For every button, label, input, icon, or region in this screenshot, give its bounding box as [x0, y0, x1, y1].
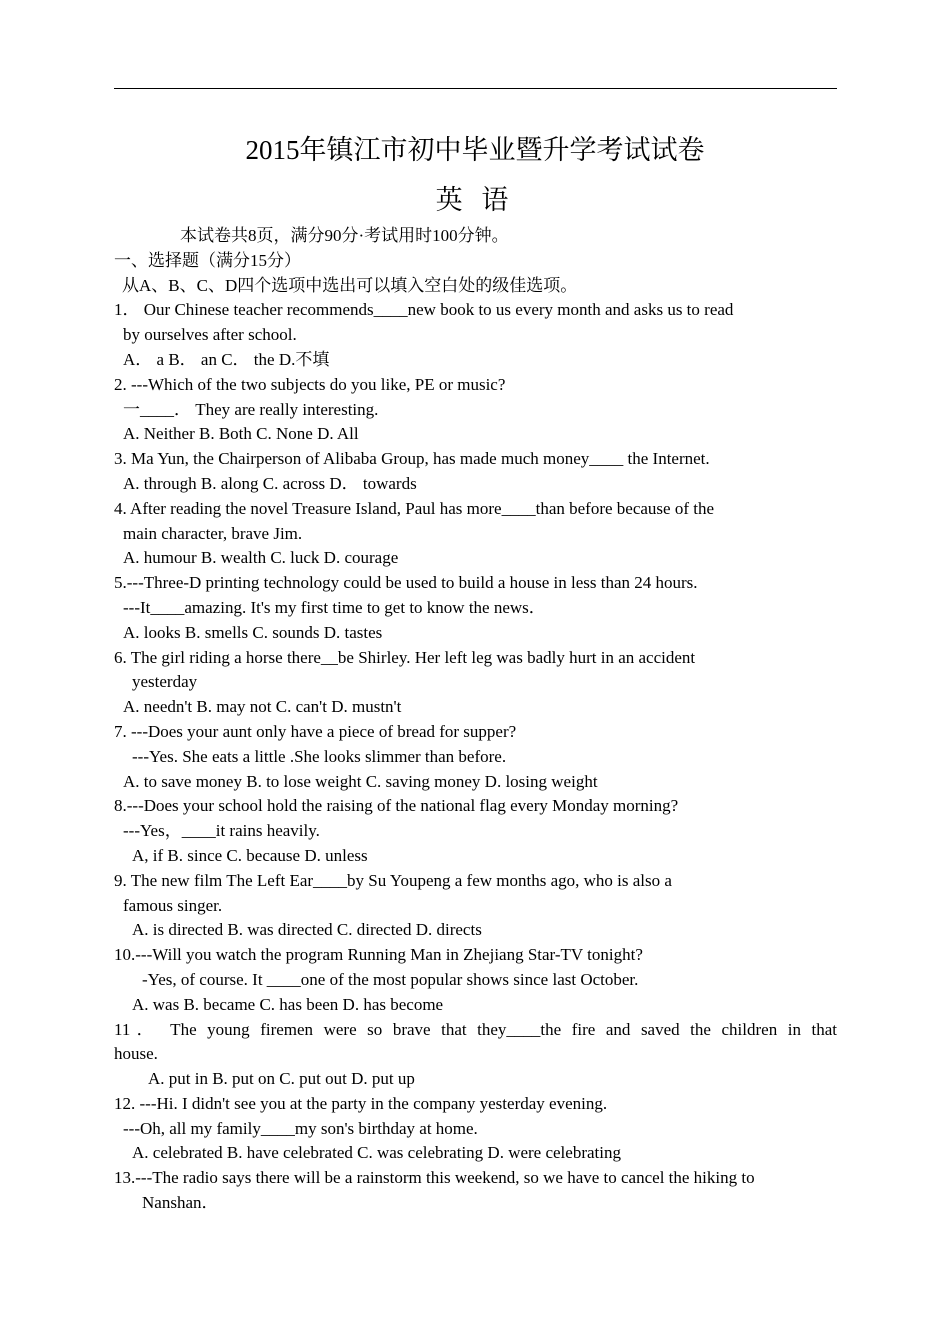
text-line: A. needn't B. may not C. can't D. mustn't: [123, 697, 402, 717]
text-line: A. put in B. put on C. put out D. put up: [148, 1069, 415, 1089]
text-line: ---Yes，____it rains heavily.: [123, 821, 320, 841]
text-line: A. Neither B. Both C. None D. All: [123, 424, 359, 444]
text-line: 1． Our Chinese teacher recommends____new book to us every month and asks us to read: [114, 300, 734, 320]
text-line: Nanshan．: [142, 1193, 219, 1213]
text-line: famous singer.: [123, 895, 223, 915]
text-line: 12. ---Hi. I didn't see you at the party in the company yesterday evening.: [114, 1093, 608, 1113]
text-line: main character, brave Jim.: [123, 523, 303, 543]
text-line: 本试卷共8页，满分90分·考试用时100分钟。: [180, 226, 509, 245]
exam-title: 2015年镇江市初中毕业暨升学考试试卷: [245, 135, 705, 165]
text-line: -Yes, of course. It ____one of the most popular shows since last October.: [142, 969, 639, 989]
text-line: house.: [114, 1044, 158, 1064]
text-line: A. is directed B. was directed C. directed D. directs: [132, 920, 482, 940]
text-line: by ourselves after school.: [123, 325, 297, 345]
text-line: A. through B. along C. across D． towards: [123, 473, 417, 493]
text-line: ---It____amazing. It's my first time to get to know the news．: [123, 597, 546, 617]
text-line: A. looks B. smells C. sounds D. tastes: [123, 622, 383, 642]
header-rule: [114, 88, 837, 89]
text-line: 5.---Three-D printing technology could be used to build a house in less than 24 hours.: [114, 573, 698, 593]
text-line: 7. ---Does your aunt only have a piece of bread for supper?: [114, 721, 517, 741]
text-line: A. was B. became C. has been D. has become: [132, 994, 444, 1014]
text-line: 10.---Will you watch the program Running Man in Zhejiang Star-TV tonight?: [114, 945, 643, 965]
text-line: 2. ---Which of the two subjects do you like, PE or music?: [114, 374, 506, 394]
exam-content: [114, 224, 837, 1216]
text-line: 9. The new film The Left Ear____by Su Youpeng a few months ago, who is also a: [114, 870, 672, 890]
text-line: A. celebrated B. have celebrated C. was celebrating D. were celebrating: [132, 1143, 621, 1163]
exam-subject: 英 语: [435, 185, 515, 215]
text-line: 从A、B、C、D四个选项中选出可以填入空白处的级佳选项。: [122, 275, 578, 295]
text-line: ---Oh, all my family____my son's birthday at home.: [123, 1118, 478, 1138]
text-line: 一____． They are really interesting.: [123, 399, 379, 419]
text-line: 13.---The radio says there will be a rainstorm this weekend, so we have to cancel the hiking to: [114, 1168, 755, 1188]
text-line: yesterday: [132, 672, 198, 692]
text-line: 8.---Does your school hold the raising of the national flag every Monday morning?: [114, 796, 679, 816]
text-line: 一、选择题（满分15分）: [114, 250, 301, 270]
text-line: ---Yes. She eats a little .She looks slimmer than before.: [132, 746, 507, 766]
text-line: 6. The girl riding a horse there__be Shirley. Her left leg was badly hurt in an accident: [114, 647, 696, 667]
text-line: 11． The young firemen were so brave that they____the fire and saved the children in that: [114, 1019, 837, 1039]
text-line: A, if B. since C. because D. unless: [132, 845, 368, 865]
text-line: A. to save money B. to lose weight C. saving money D. losing weight: [123, 771, 598, 791]
text-line: 4. After reading the novel Treasure Island, Paul has more____than before because of the: [114, 498, 715, 518]
text-line: A. humour B. wealth C. luck D. courage: [123, 548, 399, 568]
text-line: 3. Ma Yun, the Chairperson of Alibaba Group, has made much money____ the Internet.: [114, 449, 710, 469]
text-line: A． a B． an C． the D.不填: [123, 349, 330, 369]
